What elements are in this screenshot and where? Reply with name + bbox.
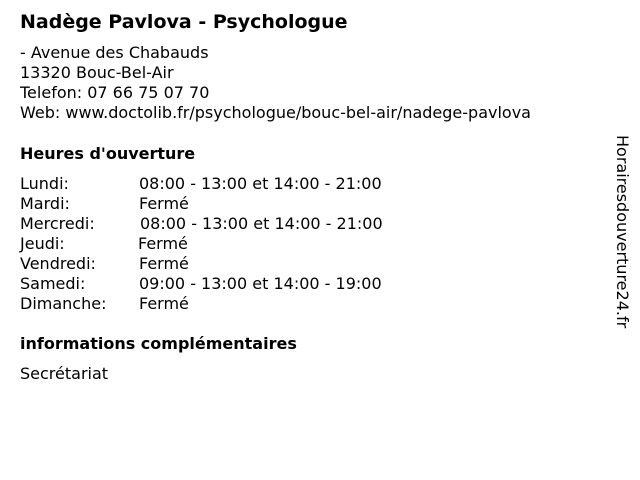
contact-block bbox=[20, 43, 531, 123]
address-city: 13320 Bouc-Bel-Air bbox=[20, 63, 174, 82]
hours-row-tuesday bbox=[20, 194, 383, 214]
day-label: Mardi: bbox=[20, 194, 70, 213]
hours-row-sunday bbox=[20, 294, 383, 314]
day-hours: Fermé bbox=[139, 294, 189, 313]
day-hours: 08:00 - 13:00 et 14:00 - 21:00 bbox=[140, 214, 383, 233]
day-hours: 08:00 - 13:00 et 14:00 - 21:00 bbox=[139, 174, 382, 193]
day-label: Dimanche: bbox=[20, 294, 107, 313]
day-label: Vendredi: bbox=[20, 254, 96, 273]
site-watermark: Horairesdouverture24.fr bbox=[613, 135, 632, 329]
day-hours: Fermé bbox=[138, 234, 188, 253]
hours-row-friday bbox=[20, 254, 383, 274]
day-label: Samedi: bbox=[20, 274, 86, 293]
opening-hours-table bbox=[20, 174, 383, 314]
opening-hours-heading: Heures d'ouverture bbox=[20, 144, 196, 163]
day-hours: Fermé bbox=[139, 254, 189, 273]
hours-row-monday bbox=[20, 174, 383, 194]
hours-row-thursday bbox=[20, 234, 383, 254]
page-title: Nadège Pavlova - Psychologue bbox=[20, 11, 348, 33]
day-label: Lundi: bbox=[20, 174, 69, 193]
day-label: Mercredi: bbox=[20, 214, 95, 233]
address-street: - Avenue des Chabauds bbox=[20, 43, 209, 62]
additional-info-text: Secrétariat bbox=[20, 364, 109, 383]
hours-row-saturday bbox=[20, 274, 383, 294]
hours-row-wednesday bbox=[20, 214, 383, 234]
day-hours: Fermé bbox=[139, 194, 189, 213]
website-link[interactable]: Web: www.doctolib.fr/psychologue/bouc-bel-air/nadege-pavlova bbox=[20, 103, 531, 122]
phone-number: Telefon: 07 66 75 07 70 bbox=[20, 83, 210, 102]
day-hours: 09:00 - 13:00 et 14:00 - 19:00 bbox=[139, 274, 382, 293]
additional-info-heading: informations complémentaires bbox=[20, 334, 297, 353]
day-label: Jeudi: bbox=[20, 234, 65, 253]
